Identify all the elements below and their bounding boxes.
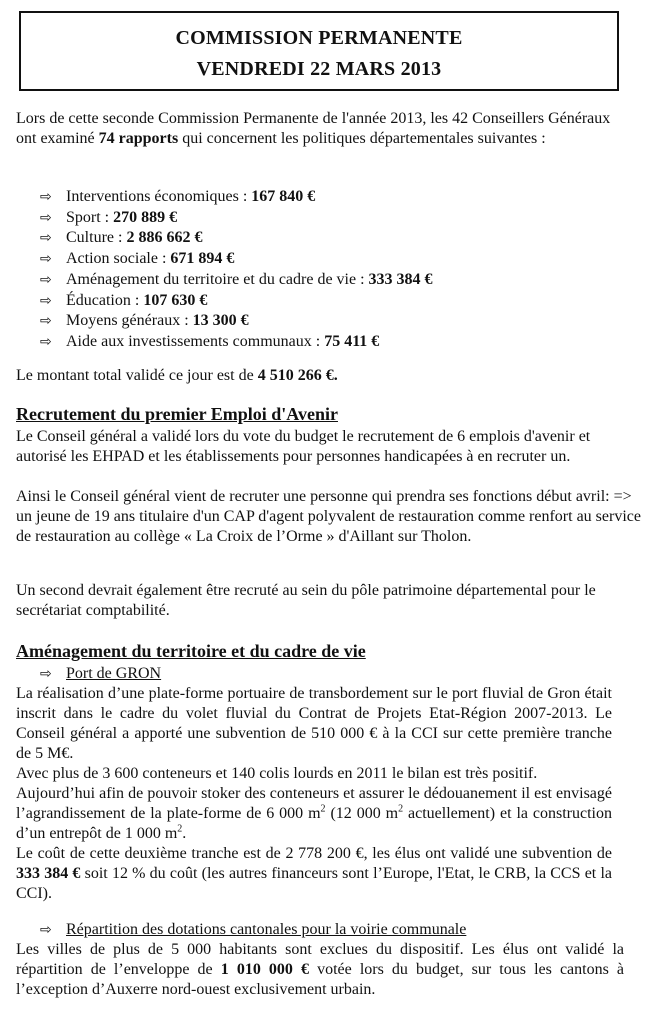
- budget-list: [40, 187, 630, 353]
- list-item: [40, 228, 630, 249]
- subsection-port-de-gron: [40, 664, 161, 684]
- port-paragraph-4: [16, 844, 612, 904]
- text-run: Les villes de plus de 5 000 habitants sont exclues du dispositif. Les élus ont validé la répartition de l’enveloppe de: [16, 941, 624, 978]
- subsidy-amount: 333 384 €: [16, 865, 81, 882]
- arrow-right-icon: ⇨: [40, 333, 52, 350]
- total-amount: 4 510 266 €.: [257, 367, 338, 384]
- intro-text: Lors de cette seconde Commission Permanente de l'année 2013, les 42 Conseillers Généraux ont examiné: [16, 110, 611, 147]
- list-item: [40, 270, 630, 291]
- list-item: [40, 332, 630, 353]
- port-paragraph-3: [16, 784, 612, 844]
- text-run: votée lors du budget, sur tous les cantons à l’exception d’Auxerre nord-ouest exclusivement urbain.: [16, 961, 625, 998]
- subsection-title: Répartition des dotations cantonales pour la voirie communale: [66, 921, 467, 938]
- recruitment-paragraph-1: Le Conseil général a validé lors du vote du budget le recrutement de 6 emplois d'avenir et autorisé les EHPAD et les établissements pour personnes handicapées à en recruter un.: [16, 428, 591, 465]
- superscript: 2: [177, 823, 183, 835]
- item-label: Aide aux investissements communaux :: [66, 332, 325, 350]
- item-amount: 167 840 €: [251, 188, 316, 205]
- arrow-right-icon: ⇨: [40, 271, 52, 288]
- arrow-right-icon: ⇨: [40, 292, 52, 309]
- intro-text-end: qui concernent les politiques départementales suivantes :: [178, 130, 546, 147]
- recruitment-paragraph-2: Ainsi le Conseil général vient de recruter une personne qui prendra ses fonctions début avril: => un jeune de 19 ans titulaire d'un CAP d'agent polyvalent de restauration comme renfort au service de restauration au collège « La Croix de l’Orme » d'Aillant sur Tholon.: [16, 488, 641, 545]
- item-amount: 270 889 €: [113, 208, 178, 226]
- item-label: Aménagement du territoire et du cadre de vie :: [66, 270, 369, 288]
- arrow-right-icon: ⇨: [40, 313, 52, 330]
- item-amount: 75 411 €: [324, 332, 380, 350]
- list-item: [40, 291, 630, 312]
- text-run: Le coût de cette deuxième tranche est de 2 778 200 €, les élus ont validé une subvention de: [16, 845, 612, 862]
- item-amount: 13 300 €: [192, 312, 249, 330]
- arrow-right-icon: ⇨: [40, 230, 52, 247]
- section-heading-territory: Aménagement du territoire et du cadre de vie: [16, 641, 366, 661]
- item-label: Éducation :: [66, 291, 144, 309]
- item-amount: 107 630 €: [143, 291, 208, 309]
- subsection-title: Port de GRON: [66, 665, 162, 682]
- item-amount: 2 886 662 €: [126, 229, 203, 247]
- recruitment-paragraph-3: Un second devrait également être recruté au sein du pôle patrimoine départemental pour le secrétariat comptabilité.: [16, 582, 596, 619]
- page-title: COMMISSION PERMANENTE: [175, 27, 463, 49]
- item-label: Sport :: [66, 208, 114, 226]
- superscript: 2: [398, 803, 404, 815]
- arrow-right-icon: ⇨: [40, 666, 52, 682]
- text-run: soit 12 % du coût (les autres financeurs sont l’Europe, l'Etat, le CRB, la CCS et la CCI).: [16, 865, 613, 902]
- total-line: [16, 366, 641, 386]
- item-label: Culture :: [66, 229, 127, 247]
- item-label: Interventions économiques :: [66, 188, 252, 205]
- item-amount: 333 384 €: [368, 270, 433, 288]
- page-date: VENDREDI 22 MARS 2013: [196, 58, 442, 80]
- item-label: Moyens généraux :: [66, 312, 193, 330]
- list-item: [40, 249, 630, 270]
- subsection-dotations: [40, 920, 466, 940]
- list-item: [40, 311, 630, 332]
- text-run: Aujourd’hui afin de pouvoir stoker des conteneurs et assurer le dédouanement il est envisagé l’agrandissement de la plate-forme de 6 000 m: [16, 785, 612, 822]
- port-paragraph-2: Avec plus de 3 600 conteneurs et 140 colis lourds en 2011 le bilan est très positif.: [16, 765, 538, 782]
- text-run: .: [182, 825, 187, 842]
- superscript: 2: [320, 803, 326, 815]
- intro-paragraph: [16, 109, 616, 149]
- item-label: Action sociale :: [66, 250, 171, 268]
- section-heading-recruitment: Recrutement du premier Emploi d'Avenir: [16, 404, 338, 424]
- list-item: [40, 187, 630, 208]
- text-run: (12 000 m: [325, 805, 399, 822]
- text-run: actuellement) et la construction d’un entrepôt de 1 000 m: [16, 805, 612, 842]
- total-text: Le montant total validé ce jour est de: [16, 367, 258, 384]
- dotations-paragraph: [16, 940, 624, 1000]
- port-paragraph-1: La réalisation d’une plate-forme portuaire de transbordement sur le port fluvial de Gron était inscrit dans le cadre du volet fluvial du Contrat de Projets Etat-Région 2007-2013. Le Conseil général a apporté une subvention de 510 000 € à la CCI sur cette première tranche de 5 M€.: [16, 685, 612, 762]
- envelope-amount: 1 010 000 €: [220, 961, 310, 978]
- arrow-right-icon: ⇨: [40, 209, 52, 226]
- title-box: [19, 11, 619, 91]
- arrow-right-icon: ⇨: [40, 189, 52, 205]
- arrow-right-icon: ⇨: [40, 251, 52, 268]
- item-amount: 671 894 €: [170, 250, 235, 268]
- report-count: 74 rapports: [98, 130, 179, 147]
- arrow-right-icon: ⇨: [40, 922, 52, 938]
- list-item: [40, 208, 630, 229]
